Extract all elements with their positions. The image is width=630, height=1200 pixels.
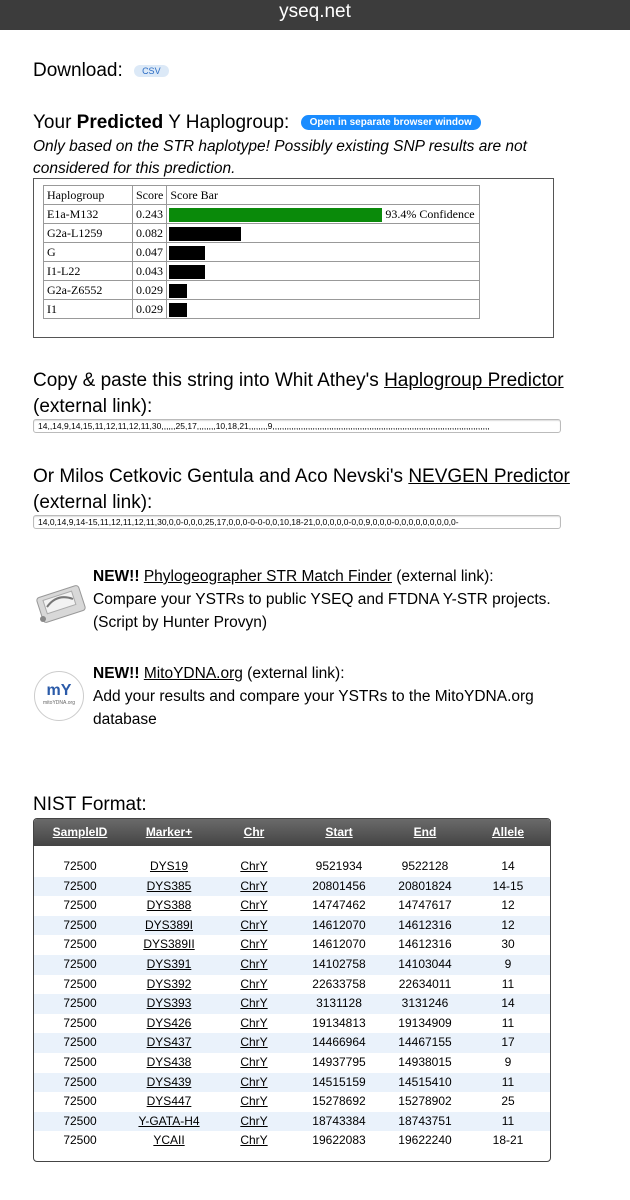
phylogeographer-logo	[33, 577, 89, 629]
score-bar-cell	[167, 281, 480, 300]
score-bar-cell	[167, 243, 480, 262]
new-badge: NEW!!	[93, 665, 140, 682]
marker-link[interactable]: DYS392	[146, 976, 192, 991]
score-bar	[169, 284, 187, 298]
download-row	[33, 60, 169, 82]
nist-row	[34, 975, 550, 995]
end-cell: 20801824	[398, 878, 452, 893]
allele-cell: 11	[501, 976, 515, 991]
new-badge: NEW!!	[93, 568, 140, 585]
chromosome-link[interactable]: ChrY	[240, 996, 268, 1011]
end-cell: 9522128	[401, 859, 449, 873]
haplogroup-table	[43, 185, 480, 319]
score-bar-cell	[167, 205, 480, 224]
sample-id-cell: 72500	[63, 937, 97, 952]
chromosome-link[interactable]: ChrY	[240, 898, 268, 913]
start-cell: 3131128	[316, 996, 362, 1011]
col-haplogroup: Haplogroup	[44, 186, 133, 205]
haplogroup-name: I1	[44, 300, 133, 319]
haplogroup-score: 0.082	[133, 224, 167, 243]
phylo-external: (external link):	[391, 568, 494, 585]
allele-cell: 25	[501, 1094, 515, 1109]
haplogroup-row	[44, 300, 480, 319]
sample-id-cell: 72500	[63, 1094, 97, 1109]
nist-table	[33, 818, 551, 1162]
score-bar-cell	[167, 224, 480, 243]
mito-external: (external link):	[242, 665, 345, 682]
haplogroup-row	[44, 243, 480, 262]
mitoydna-link[interactable]: MitoYDNA.org	[143, 665, 243, 682]
end-cell: 14612316	[398, 937, 452, 952]
haplogroup-name: E1a-M132	[44, 205, 133, 224]
haplogroup-row	[44, 262, 480, 281]
sample-id-cell: 72500	[63, 1035, 97, 1050]
nist-title: NIST Format:	[33, 794, 147, 815]
sample-id-cell: 72500	[63, 976, 97, 991]
sample-id-cell: 72500	[63, 1074, 97, 1089]
sample-id-cell: 72500	[63, 996, 97, 1011]
chromosome-link[interactable]: ChrY	[240, 1094, 268, 1109]
end-cell: 19622240	[398, 1133, 452, 1148]
phylogeographer-block	[93, 565, 593, 634]
haplogroup-score: 0.029	[133, 300, 167, 319]
end-cell: 18743751	[398, 1113, 452, 1128]
mitoydna-block	[93, 662, 593, 731]
allele-cell: 12	[501, 898, 515, 913]
csv-button[interactable]: CSV	[134, 65, 169, 77]
haplogroup-name: G2a-L1259	[44, 224, 133, 243]
nist-row	[34, 857, 550, 877]
haplogroup-score: 0.047	[133, 243, 167, 262]
mitoydna-logo-sub: mitoYDNA.org	[43, 700, 75, 706]
score-bar	[169, 246, 205, 260]
haplogroup-row	[44, 281, 480, 300]
score-bar-cell	[167, 262, 480, 281]
sample-id-cell: 72500	[63, 1113, 97, 1128]
sort-end[interactable]: End	[413, 825, 437, 839]
marker-link[interactable]: DYS426	[146, 1015, 192, 1030]
haplogroup-frame[interactable]	[33, 178, 554, 338]
sample-id-cell: 72500	[63, 1054, 97, 1069]
score-bar-cell	[167, 300, 480, 319]
nevgen-string-field[interactable]: 14,0,14,9,14-15,11,12,11,12,11,30,0,0-0,0,0,25,17,0,0,0-0-0-0,0,10,18-21,0,0,0,0,0-0,0,9,0,0,0-0,0,0,0,0,0,0,0,0-	[33, 515, 561, 529]
nist-row	[34, 1092, 550, 1112]
marker-link[interactable]: DYS439	[146, 1074, 192, 1089]
score-bar	[169, 227, 241, 241]
start-cell: 14515159	[312, 1074, 366, 1089]
end-cell: 14515410	[398, 1074, 452, 1089]
haplogroup-name: I1-L22	[44, 262, 133, 281]
chromosome-link[interactable]: ChrY	[240, 1035, 268, 1050]
allele-cell: 11	[501, 1074, 515, 1089]
chromosome-link[interactable]: ChrY	[240, 1113, 268, 1128]
start-cell: 22633758	[312, 976, 366, 991]
end-cell: 22634011	[398, 976, 452, 991]
mitoydna-desc: Add your results and compare your YSTRs to the MitoYDNA.org database	[93, 688, 534, 728]
haplogroup-score: 0.043	[133, 262, 167, 281]
whit-athey-text	[33, 368, 593, 420]
haplogroup-header-row	[44, 186, 480, 205]
start-cell: 18743384	[312, 1113, 366, 1128]
nist-header-row	[34, 819, 550, 846]
nist-row	[34, 1073, 550, 1093]
sort-sampleid[interactable]: SampleID	[52, 825, 108, 839]
sample-id-cell: 72500	[63, 878, 97, 893]
end-cell: 14612316	[398, 917, 452, 932]
chromosome-link[interactable]: ChrY	[240, 1054, 268, 1069]
start-cell: 20801456	[312, 878, 366, 893]
chromosome-link[interactable]: ChrY	[240, 878, 268, 893]
sample-id-cell: 72500	[63, 1133, 97, 1148]
address-bar[interactable]	[0, 0, 630, 30]
start-cell: 9521934	[315, 859, 363, 873]
haplogroup-name: G2a-Z6552	[44, 281, 133, 300]
score-bar	[169, 303, 187, 317]
marker-link[interactable]: Y-GATA-H4	[138, 1113, 200, 1128]
chromosome-link[interactable]: ChrY	[240, 1074, 268, 1089]
whit-text: Copy & paste this string into Whit Athey's	[33, 370, 385, 391]
end-cell: 14938015	[398, 1054, 452, 1069]
marker-link[interactable]: DYS438	[146, 1054, 192, 1069]
haplogroup-row	[44, 205, 480, 224]
allele-cell: 11	[501, 1015, 515, 1030]
chromosome-link[interactable]: ChrY	[240, 859, 268, 873]
allele-cell: 12	[501, 917, 515, 932]
allele-cell: 11	[501, 1113, 515, 1128]
haplogroup-row	[44, 224, 480, 243]
sample-id-cell: 72500	[63, 859, 97, 873]
nist-row	[34, 1033, 550, 1053]
mitoydna-logo-text: mY	[46, 682, 72, 699]
heading-prefix: Your	[33, 112, 77, 133]
predicted-heading	[33, 112, 481, 134]
nist-row	[34, 955, 550, 975]
haplogroup-predictor-link[interactable]: Haplogroup Predictor	[384, 370, 564, 391]
marker-link[interactable]: DYS385	[146, 878, 192, 893]
col-score: Score	[133, 186, 167, 205]
sample-id-cell: 72500	[63, 1015, 97, 1030]
end-cell: 14467155	[398, 1035, 452, 1050]
sample-id-cell: 72500	[63, 898, 97, 913]
nist-row	[34, 935, 550, 955]
phylogeographer-link[interactable]: Phylogeographer STR Match Finder	[143, 568, 392, 585]
end-cell: 15278902	[398, 1094, 452, 1109]
score-bar	[169, 265, 205, 279]
end-cell: 3131246	[401, 996, 449, 1011]
whit-string-field[interactable]: 14,,14,9,14,15,11,12,11,12,11,30,,,,,,25,17,,,,,,,,10,18,21,,,,,,,,9,,,,,,,,,,,,,,,,,,,,,,,,,,,,,,,,,,,,,,,,,,,,,,,,,,,,,,,,,,,,,,,,,,,,,,,,,,,,,,,,,,,,,,,,,,,,	[33, 419, 561, 433]
chromosome-link[interactable]: ChrY	[240, 917, 268, 932]
sort-allele[interactable]: Allele	[491, 825, 524, 839]
start-cell: 19134813	[312, 1015, 366, 1030]
prediction-note: Only based on the STR haplotype! Possibly existing SNP results are not considered for this prediction.	[33, 138, 527, 177]
chromosome-link[interactable]: ChrY	[240, 956, 268, 971]
marker-link[interactable]: DYS393	[146, 996, 192, 1011]
score-bar	[169, 208, 382, 222]
start-cell: 14102758	[312, 956, 366, 971]
nevgen-predictor-link[interactable]: NEVGEN Predictor	[408, 466, 570, 487]
allele-cell: 14	[501, 859, 515, 873]
nevgen-text-2: (external link):	[33, 492, 153, 513]
haplogroup-name: G	[44, 243, 133, 262]
sort-chr[interactable]: Chr	[243, 825, 265, 839]
nist-row	[34, 1053, 550, 1073]
marker-link[interactable]: DYS389II	[143, 937, 195, 952]
nist-row	[34, 1131, 550, 1151]
open-window-button[interactable]: Open in separate browser window	[301, 115, 481, 130]
chromosome-link[interactable]: ChrY	[240, 937, 268, 952]
col-score-bar: Score Bar	[167, 186, 480, 205]
marker-link[interactable]: DYS389I	[144, 917, 194, 932]
allele-cell: 17	[501, 1035, 515, 1050]
nist-row	[34, 896, 550, 916]
phylogeographer-desc: Compare your YSTRs to public YSEQ and FTDNA Y-STR projects. (Script by Hunter Provyn)	[93, 591, 551, 631]
nist-row	[34, 1014, 550, 1034]
chromosome-link[interactable]: ChrY	[240, 1133, 268, 1148]
download-label: Download:	[33, 60, 123, 81]
nevgen-text-1: Or Milos Cetkovic Gentula and Aco Nevski's	[33, 466, 409, 487]
nist-row	[34, 877, 550, 897]
nevgen-text	[33, 464, 593, 516]
marker-link[interactable]: DYS447	[146, 1094, 192, 1109]
end-cell: 14103044	[398, 956, 452, 971]
allele-cell: 14	[501, 996, 515, 1011]
nist-row	[34, 1112, 550, 1132]
sample-id-cell: 72500	[63, 917, 97, 932]
domain-label: yseq.net	[279, 1, 351, 22]
marker-link[interactable]: DYS391	[146, 956, 192, 971]
marker-link[interactable]: DYS19	[149, 859, 189, 873]
nist-row	[34, 994, 550, 1014]
chromosome-link[interactable]: ChrY	[240, 976, 268, 991]
haplogroup-score: 0.243	[133, 205, 167, 224]
marker-link[interactable]: DYS388	[146, 898, 192, 913]
allele-cell: 14-15	[492, 878, 524, 893]
whit-text-2: (external link):	[33, 396, 153, 417]
sort-marker[interactable]: Marker+	[145, 825, 193, 839]
start-cell: 15278692	[312, 1094, 366, 1109]
start-cell: 14612070	[312, 937, 366, 952]
start-cell: 19622083	[312, 1133, 366, 1148]
allele-cell: 30	[501, 937, 515, 952]
start-cell: 14747462	[312, 898, 366, 913]
allele-cell: 9	[504, 956, 512, 971]
sort-start[interactable]: Start	[325, 825, 353, 839]
nist-row	[34, 916, 550, 936]
heading-bold: Predicted	[76, 112, 164, 133]
end-cell: 19134909	[398, 1015, 452, 1030]
end-cell: 14747617	[398, 898, 452, 913]
chromosome-link[interactable]: ChrY	[240, 1015, 268, 1030]
marker-link[interactable]: YCAII	[153, 1133, 185, 1148]
mitoydna-logo	[34, 671, 84, 721]
start-cell: 14466964	[312, 1035, 366, 1050]
start-cell: 14612070	[312, 917, 366, 932]
confidence-label: 93.4% Confidence	[385, 207, 475, 221]
start-cell: 14937795	[312, 1054, 366, 1069]
allele-cell: 9	[504, 1054, 512, 1069]
sample-id-cell: 72500	[63, 956, 97, 971]
allele-cell: 18-21	[492, 1133, 524, 1148]
haplogroup-score: 0.029	[133, 281, 167, 300]
marker-link[interactable]: DYS437	[146, 1035, 192, 1050]
heading-suffix: Y Haplogroup:	[163, 112, 290, 133]
